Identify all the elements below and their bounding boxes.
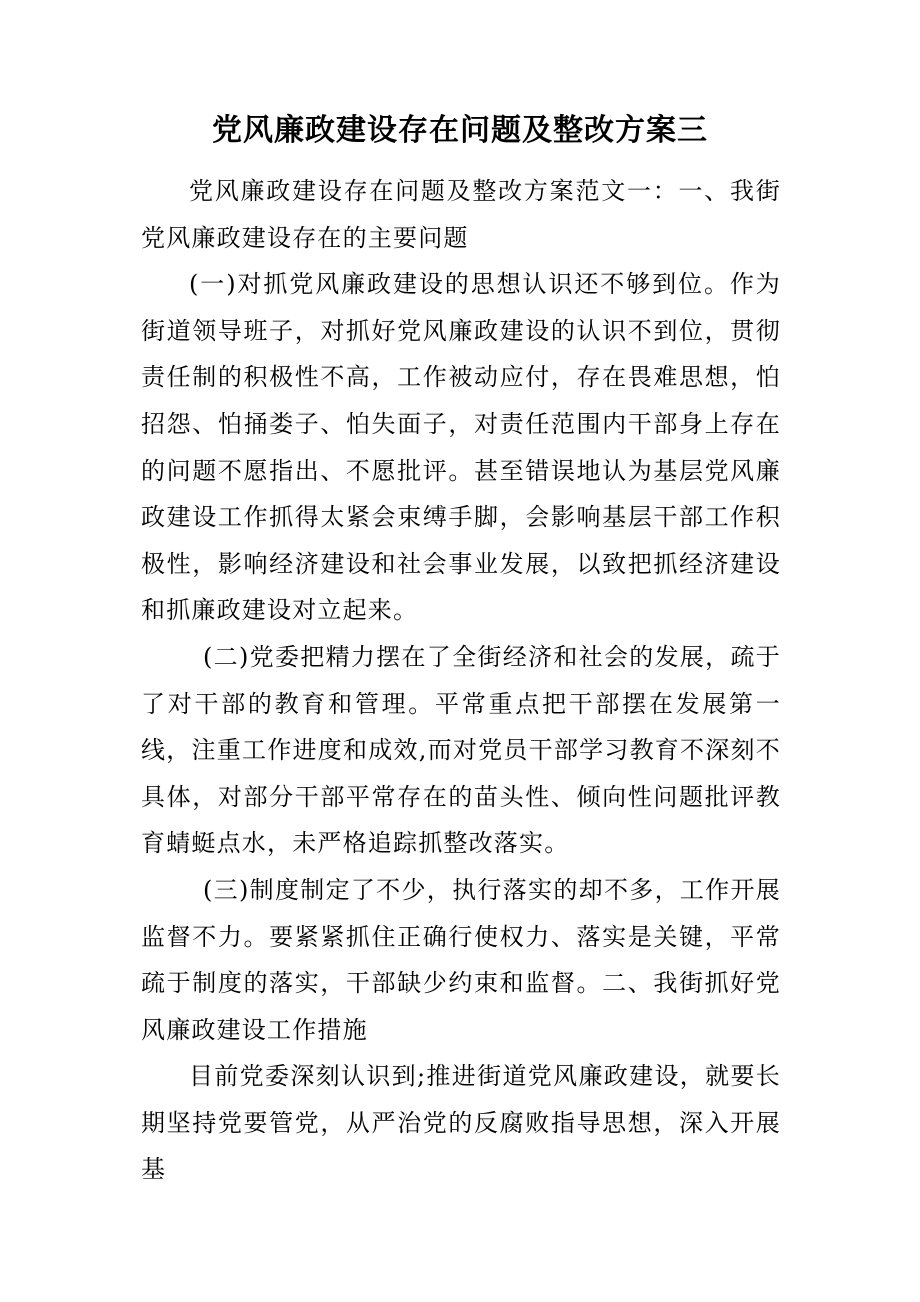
document-body <box>141 168 781 1193</box>
paragraph-issue-2: (二)党委把精力摆在了全街经济和社会的发展，疏于了对干部的教育和管理。平常重点把干部摆在发展第一线，注重工作进度和成效,而对党员干部学习教育不深刻不具体，对部分干部平常存在的苗头性、倾向性问题批评教育蜻蜓点水，未严格追踪抓整改落实。 <box>141 642 781 858</box>
paragraph-intro: 党风廉政建设存在问题及整改方案范文一：一、我街党风廉政建设存在的主要问题 <box>141 177 781 252</box>
paragraph-issue-1: (一)对抓党风廉政建设的思想认识还不够到位。作为街道领导班子，对抓好党风廉政建设的认识不到位，贯彻责任制的积极性不高，工作被动应付，存在畏难思想，怕招怨、怕捅娄子、怕失面子，对责任范围内干部身上存在的问题不愿指出、不愿批评。甚至错误地认为基层党风廉政建设工作抓得太紧会束缚手脚，会影响基层干部工作积极性，影响经济建设和社会事业发展，以致把抓经济建设和抓廉政建设对立起来。 <box>141 270 781 625</box>
paragraph-measures: 目前党委深刻认识到;推进街道党风廉政建设，就要长期坚持党要管党，从严治党的反腐败指导思想，深入开展基 <box>141 1062 781 1184</box>
document-title: 党风廉政建设存在问题及整改方案三 <box>212 113 708 148</box>
paragraph-issue-3: (三)制度制定了不少，执行落实的却不多，工作开展监督不力。要紧紧抓住正确行使权力、落实是关键，平常疏于制度的落实，干部缺少约束和监督。二、我街抓好党风廉政建设工作措施 <box>141 875 781 1044</box>
